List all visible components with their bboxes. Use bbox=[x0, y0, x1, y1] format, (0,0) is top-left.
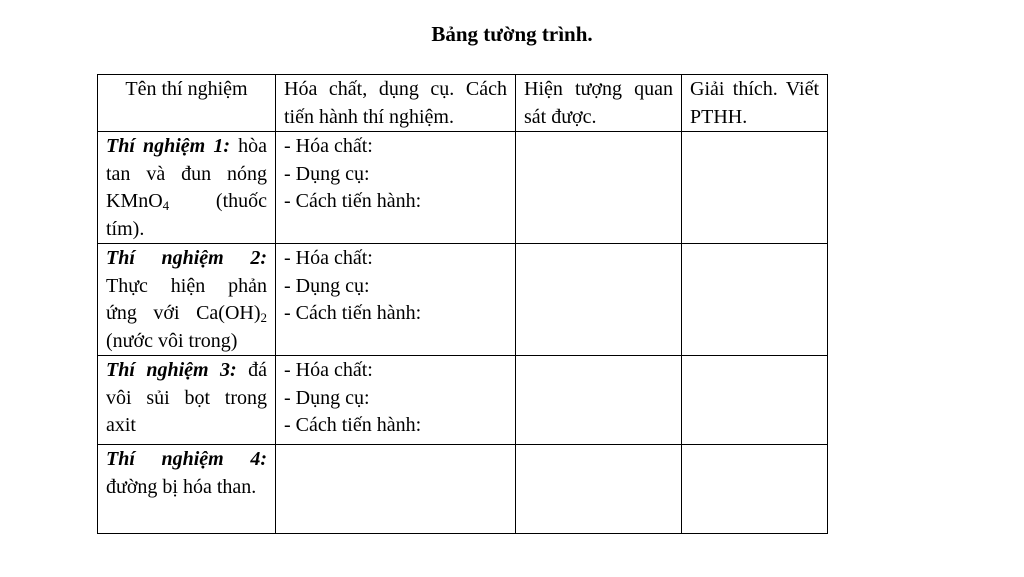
chemicals-label: - Hóa chất: bbox=[284, 247, 373, 269]
formula-subscript: 4 bbox=[162, 198, 170, 213]
table-row bbox=[98, 132, 828, 244]
document-title: Bảng tường trình. bbox=[431, 22, 593, 46]
experiment-name: Thí nghiệm 1: bbox=[106, 135, 231, 157]
observation-cell bbox=[516, 132, 682, 244]
table-header-row bbox=[98, 75, 828, 132]
tools-label: - Dụng cụ: bbox=[284, 386, 370, 409]
procedure-label: - Cách tiến hành: bbox=[284, 302, 422, 324]
tools-label: - Dụng cụ: bbox=[284, 162, 370, 185]
header-observations: Hiện tượng quan sát được. bbox=[516, 75, 682, 132]
experiment-cell bbox=[98, 244, 276, 356]
materials-cell bbox=[276, 132, 516, 244]
materials-cell bbox=[276, 244, 516, 356]
experiment-cell bbox=[98, 356, 276, 445]
table-row bbox=[98, 244, 828, 356]
formula-subscript: 2 bbox=[260, 310, 267, 325]
observation-cell bbox=[516, 244, 682, 356]
materials-cell bbox=[276, 445, 516, 534]
observation-cell bbox=[516, 356, 682, 445]
procedure-label: - Cách tiến hành: bbox=[284, 190, 422, 212]
experiment-description: đường bị hóa than. bbox=[106, 475, 257, 498]
explanation-cell bbox=[682, 445, 828, 534]
materials-cell bbox=[276, 356, 516, 445]
header-experiment-name: Tên thí nghiệm bbox=[98, 75, 276, 132]
tools-label: - Dụng cụ: bbox=[284, 274, 370, 297]
experiment-description: hòa tan và đun nóng KMnO bbox=[106, 135, 267, 212]
header-explanation: Giải thích. Viết PTHH. bbox=[682, 75, 828, 132]
experiment-description: đá vôi sủi bọt trong axit bbox=[106, 359, 267, 436]
table-row bbox=[98, 356, 828, 445]
experiment-cell bbox=[98, 445, 276, 534]
chemicals-label: - Hóa chất: bbox=[284, 359, 373, 381]
experiment-description: Thực hiện phản ứng với Ca(OH) bbox=[106, 274, 267, 324]
header-materials-procedure: Hóa chất, dụng cụ. Cách tiến hành thí nghiệm. bbox=[276, 75, 516, 132]
procedure-label: - Cách tiến hành: bbox=[284, 414, 422, 436]
explanation-cell bbox=[682, 356, 828, 445]
experiment-name: Thí nghiệm 4: bbox=[106, 448, 267, 470]
explanation-cell bbox=[682, 244, 828, 356]
table-row bbox=[98, 445, 828, 534]
experiment-name: Thí nghiệm 3: bbox=[106, 359, 237, 381]
report-table bbox=[97, 74, 828, 534]
experiment-description-end: (thuốc tím). bbox=[106, 190, 267, 240]
experiment-cell bbox=[98, 132, 276, 244]
experiment-description-end: (nước vôi trong) bbox=[106, 329, 238, 352]
observation-cell bbox=[516, 445, 682, 534]
experiment-name: Thí nghiệm 2: bbox=[106, 247, 267, 269]
chemicals-label: - Hóa chất: bbox=[284, 135, 373, 157]
explanation-cell bbox=[682, 132, 828, 244]
